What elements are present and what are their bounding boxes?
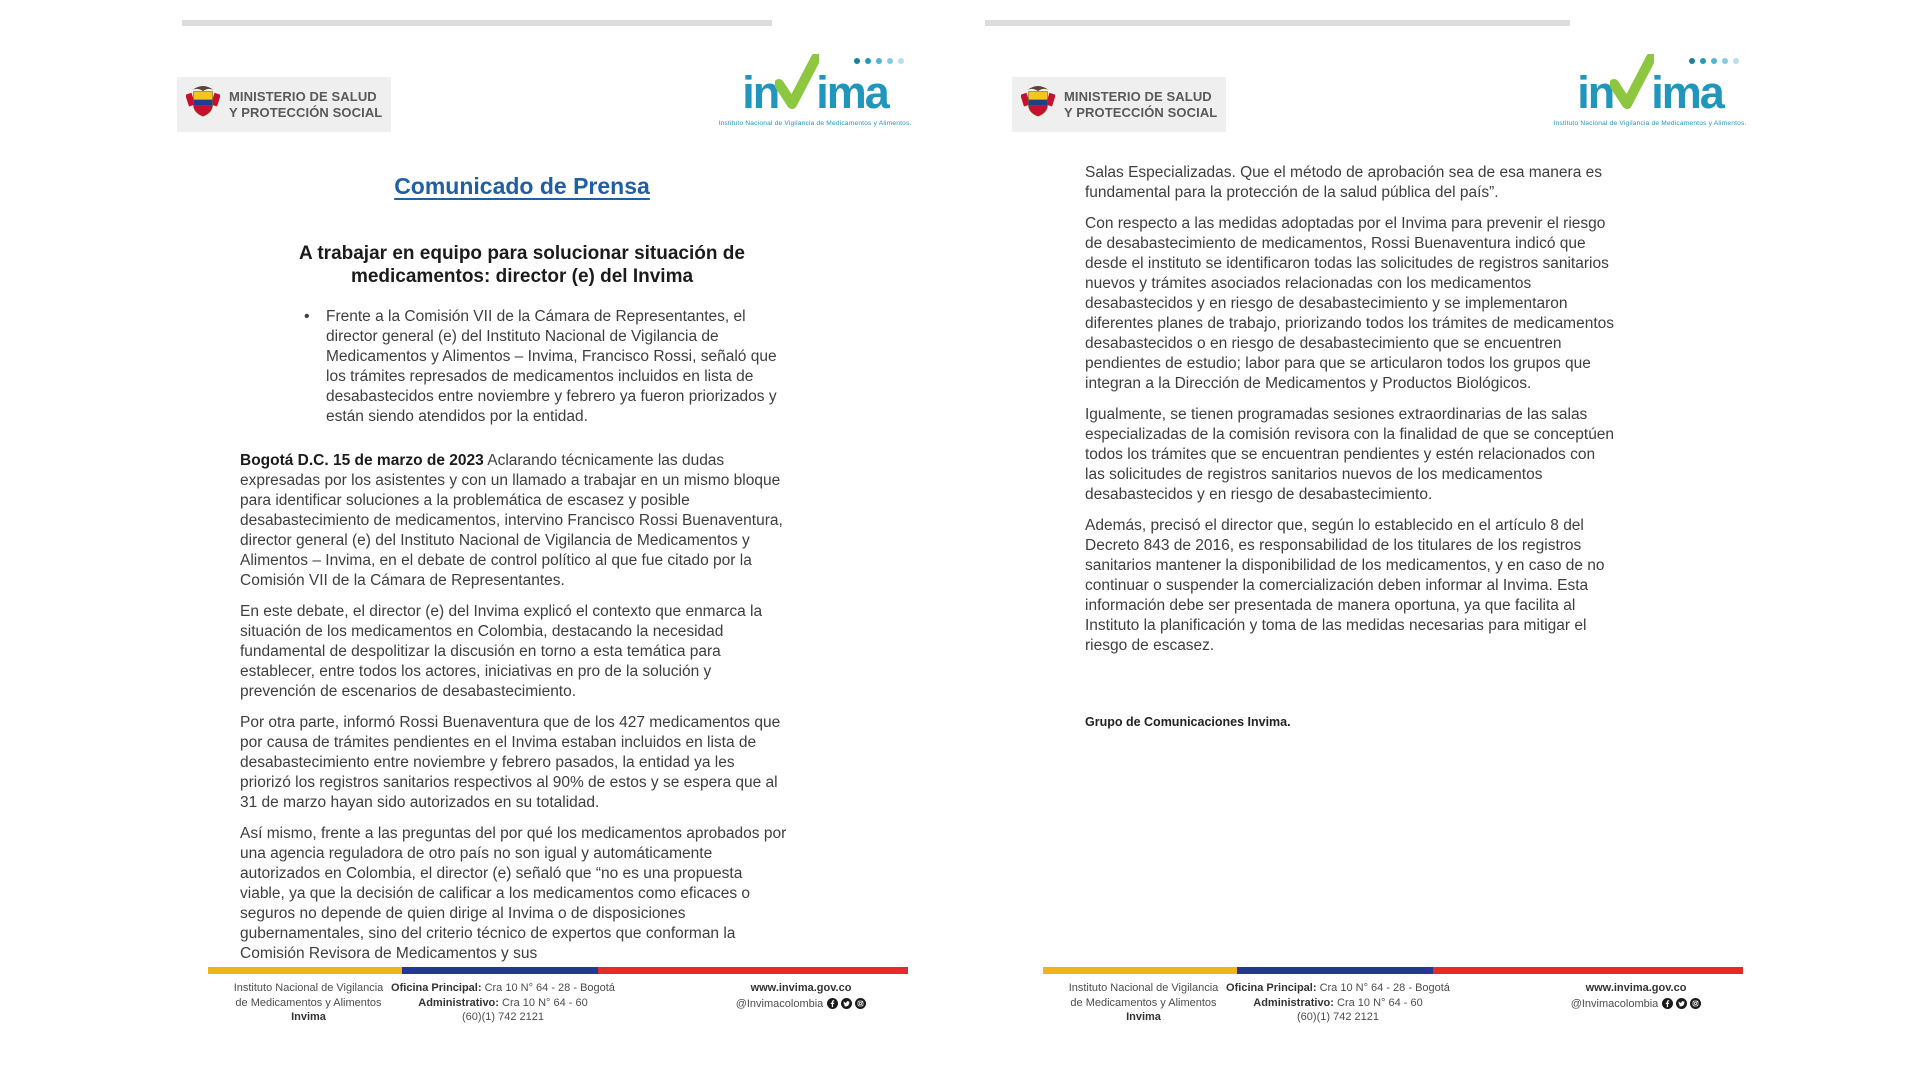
footer-website: www.invima.gov.co bbox=[750, 982, 852, 994]
footer-social-handle: @Invimacolombia bbox=[735, 997, 824, 1010]
ministry-name-line1: MINISTERIO DE SALUD bbox=[1064, 89, 1212, 104]
footer-website: www.invima.gov.co bbox=[1585, 982, 1687, 994]
facebook-icon bbox=[827, 998, 838, 1009]
paragraph-6: Con respecto a las medidas adoptadas por el Invima para prevenir el riesgo de desabastecimiento de medicamentos, Rossi Buenaventura indicó que desde el instituto se identificaron todas las solicitudes de registros sanitarios nuevos y trámites asociados relacionadas con los medicamentos desabastecidos y en riesgo de desabastecimiento y se implementaron diferentes planes de trabajo, priorizando todos los trámites de medicamentos desabastecidos o en riesgo de desabastecimiento que se encuentren pendientes de estudio; labor para que se articularon todos los grupos que integran a la Dirección de Medicamentos y Productos Biológicos. bbox=[1085, 215, 1615, 392]
invima-tagline: Instituto Nacional de Vigilancia de Medicamentos y Alimentos. bbox=[718, 120, 912, 127]
communications-signature: Grupo de Comunicaciones Invima. bbox=[1085, 715, 1291, 729]
footer-phone: (60)(1) 742 2121 bbox=[1297, 1011, 1379, 1023]
footer-address-block bbox=[378, 981, 628, 1025]
twitter-icon bbox=[841, 998, 852, 1009]
page-1-body bbox=[240, 307, 788, 975]
invima-checkmark-icon bbox=[1610, 54, 1654, 117]
footer-office-line: Oficina Principal: Cra 10 N° 64 - 28 - Bogotá bbox=[391, 982, 615, 994]
stripe-yellow-segment bbox=[1043, 967, 1237, 974]
invima-letters-in: in bbox=[742, 67, 779, 118]
paragraph-7: Igualmente, se tienen programadas sesiones extraordinarias de las salas especializadas de la comisión revisora con la finalidad de que se conceptúen todos los trámites que se encuentran pendientes y estén relacionados con las solicitudes de registros sanitarios nuevos de los medicamentos desabastecidos y en riesgo de desabastecimiento. bbox=[1085, 406, 1615, 503]
page-top-edge bbox=[985, 20, 1570, 26]
invima-letters-in: in bbox=[1577, 67, 1614, 118]
paragraph-dateline bbox=[240, 451, 788, 591]
footer-admin-line: Administrativo: Cra 10 N° 64 - 60 bbox=[418, 996, 588, 1009]
press-release-page-2 bbox=[985, 15, 1755, 1070]
footer-institute-line2: de Medicamentos y Alimentos bbox=[1070, 996, 1217, 1009]
colombia-coat-of-arms-icon bbox=[1021, 82, 1055, 127]
social-icons bbox=[1662, 998, 1701, 1009]
page-top-edge bbox=[182, 20, 772, 26]
press-release-title: Comunicado de Prensa bbox=[394, 173, 650, 199]
footer-address-block bbox=[1213, 981, 1463, 1025]
ministry-logo bbox=[1012, 77, 1226, 132]
colombia-coat-of-arms-icon bbox=[186, 82, 220, 127]
invima-tagline: Instituto Nacional de Vigilancia de Medicamentos y Alimentos. bbox=[1553, 120, 1747, 127]
footer-institute-line1: Instituto Nacional de Vigilancia bbox=[1068, 982, 1219, 994]
summary-bullet-item bbox=[304, 307, 788, 427]
instagram-icon bbox=[855, 998, 866, 1009]
stripe-yellow-segment bbox=[208, 967, 402, 974]
footer-phone: (60)(1) 742 2121 bbox=[462, 1011, 544, 1023]
invima-wordmark bbox=[710, 55, 920, 119]
paragraph-4: Así mismo, frente a las preguntas del por qué los medicamentos aprobados por una agencia reguladora de otro país no son igual y automáticamente autorizados en Colombia, el director (e) señaló que “no es una propuesta viable, ya que la decisión de calificar a los medicamentos como eficaces o seguros no depende de quien dirige al Invima o de disposiciones gubernamentales, sino del criterio técnico de expertos que conforman la Comisión Revisora de Medicamentos y sus bbox=[240, 825, 787, 962]
letterhead-stripe bbox=[208, 967, 908, 974]
footer-institute-line3: Invima bbox=[291, 1011, 326, 1023]
stripe-blue-segment bbox=[1237, 967, 1433, 974]
stripe-blue-segment bbox=[402, 967, 598, 974]
footer-social-handle: @Invimacolombia bbox=[1570, 997, 1659, 1010]
invima-logo bbox=[710, 55, 920, 127]
footer-institute-line3: Invima bbox=[1126, 1011, 1161, 1023]
invima-letters-ima: ima bbox=[1651, 67, 1723, 118]
twitter-icon bbox=[1676, 998, 1687, 1009]
footer-institute-line2: de Medicamentos y Alimentos bbox=[235, 996, 382, 1009]
press-release-page-1 bbox=[150, 15, 920, 1070]
footer-admin-line: Administrativo: Cra 10 N° 64 - 60 bbox=[1253, 996, 1423, 1009]
paragraph-2: En este debate, el director (e) del Invima explicó el contexto que enmarca la situación de los medicamentos en Colombia, destacando la necesidad fundamental de despolitizar la discusión en torno a esta temática para establecer, entre todos los actores, iniciativas en pro de la solución y prevención de escenarios de desabastecimiento. bbox=[240, 603, 763, 700]
press-release-subtitle: A trabajar en equipo para solucionar situación de medicamentos: director (e) del Invima bbox=[299, 243, 745, 287]
footer-web-block bbox=[1530, 981, 1742, 1011]
facebook-icon bbox=[1662, 998, 1673, 1009]
invima-letters-ima: ima bbox=[816, 67, 888, 118]
instagram-icon bbox=[1690, 998, 1701, 1009]
footer-institute-line1: Instituto Nacional de Vigilancia bbox=[233, 982, 384, 994]
stripe-red-segment bbox=[598, 967, 908, 974]
stripe-red-segment bbox=[1433, 967, 1743, 974]
invima-dots-decoration bbox=[854, 58, 904, 64]
ministry-name-line1: MINISTERIO DE SALUD bbox=[229, 89, 377, 104]
page-2-body bbox=[1085, 163, 1617, 667]
paragraph-3: Por otra parte, informó Rossi Buenaventura que de los 427 medicamentos que por causa de trámites pendientes en el Invima estaban incluidos en lista de desabastecimiento entre noviembre y febrero pasados, la entidad ya les priorizó los registros sanitarios respectivos al 90% de estos y se espera que al 31 de marzo hayan sido autorizados en su totalidad. bbox=[240, 714, 781, 811]
footer-web-block bbox=[695, 981, 907, 1011]
bullet-marker: • bbox=[304, 308, 310, 325]
footer-office-line: Oficina Principal: Cra 10 N° 64 - 28 - Bogotá bbox=[1226, 982, 1450, 994]
paragraph-5: Salas Especializadas. Que el método de aprobación sea de esa manera es fundamental para la protección de la salud pública del país”. bbox=[1085, 164, 1602, 201]
invima-checkmark-icon bbox=[775, 54, 819, 117]
ministry-name-line2: Y PROTECCIÓN SOCIAL bbox=[229, 104, 383, 120]
invima-dots-decoration bbox=[1689, 58, 1739, 64]
ministry-logo bbox=[177, 77, 391, 132]
invima-wordmark bbox=[1545, 55, 1755, 119]
dateline-text: Aclarando técnicamente las dudas expresadas por los asistentes y con un llamado a trabajar en un mismo bloque para identificar soluciones a la problemática de escasez y posible desabastecimiento de medicamentos, intervino Francisco Rossi Buenaventura, director general (e) del Instituto Nacional de Vigilancia de Medicamentos y Alimentos – Invima, en el debate de control político al que fue citado por la Comisión VII de la Cámara de Representantes. bbox=[240, 452, 783, 589]
dateline-bold: Bogotá D.C. 15 de marzo de 2023 bbox=[240, 452, 484, 469]
invima-logo bbox=[1545, 55, 1755, 127]
paragraph-8: Además, precisó el director que, según lo establecido en el artículo 8 del Decreto 843 de 2016, es responsabilidad de los titulares de los registros sanitarios mantener la disponibilidad de los medicamentos, y en caso de no continuar o suspender la comercialización deben informar al Invima. Esta información debe ser presentada de manera oportuna, ya que facilita al Instituto la planificación y toma de las medidas necesarias para mitigar el riesgo de escasez. bbox=[1085, 517, 1605, 654]
social-icons bbox=[827, 998, 866, 1009]
summary-bullet-text: Frente a la Comisión VII de la Cámara de Representantes, el director general (e) del Instituto Nacional de Vigilancia de Medicamentos y Alimentos – Invima, Francisco Rossi, señaló que los trámites represados de medicamentos incluidos en lista de desabastecidos entre noviembre y febrero ya fueron priorizados y están siendo atendidos por la entidad. bbox=[326, 308, 777, 425]
letterhead-stripe bbox=[1043, 967, 1743, 974]
ministry-name-line2: Y PROTECCIÓN SOCIAL bbox=[1064, 104, 1218, 120]
